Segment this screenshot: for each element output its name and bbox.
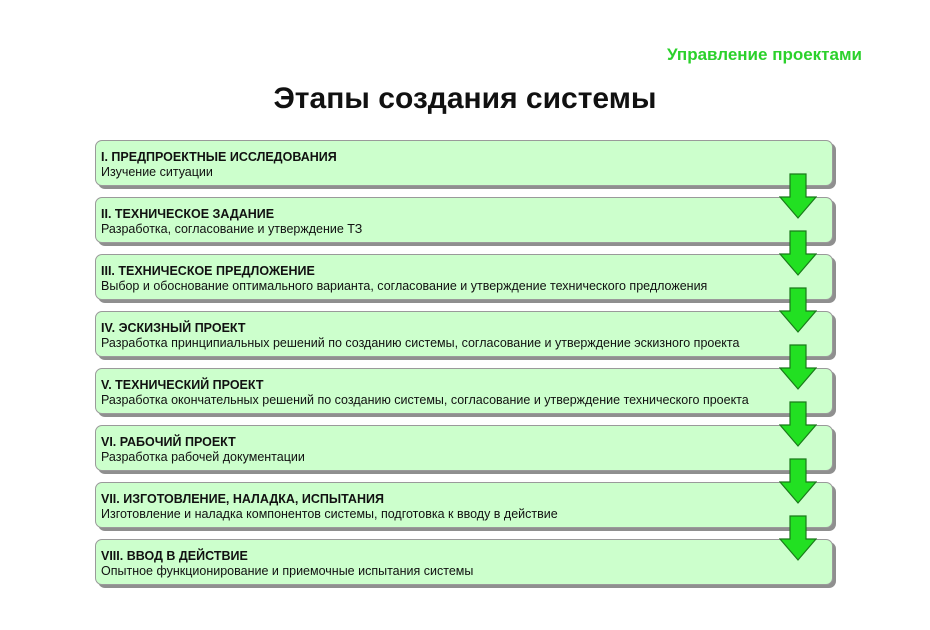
stage-2-desc: Разработка, согласование и утверждение ТЗ [101,222,363,236]
down-arrow-icon [779,344,817,390]
stage-7-box [95,482,833,528]
stage-5-desc: Разработка окончательных решений по созданию системы, согласование и утверждение технического проекта [101,393,749,407]
down-arrow-icon [779,173,817,219]
stage-6-title: VI. РАБОЧИЙ ПРОЕКТ [101,435,236,449]
stage-1-title: I. ПРЕДПРОЕКТНЫЕ ИССЛЕДОВАНИЯ [101,150,337,164]
down-arrow-icon [779,401,817,447]
stage-1-desc: Изучение ситуации [101,165,213,179]
down-arrow-icon [779,287,817,333]
stage-8-title: VIII. ВВОД В ДЕЙСТВИЕ [101,549,248,563]
down-arrow-icon [779,515,817,561]
stage-4-box [95,311,833,357]
stage-4-title: IV. ЭСКИЗНЫЙ ПРОЕКТ [101,321,246,335]
down-arrow-icon [779,458,817,504]
stage-2-title: II. ТЕХНИЧЕСКОЕ ЗАДАНИЕ [101,207,275,221]
stage-3-desc: Выбор и обоснование оптимального варианта, согласование и утверждение технического предложения [101,279,708,293]
stage-2-box [95,197,833,243]
stage-8-desc: Опытное функционирование и приемочные испытания системы [101,564,474,578]
stage-5-box [95,368,833,414]
stage-7-title: VII. ИЗГОТОВЛЕНИЕ, НАЛАДКА, ИСПЫТАНИЯ [101,492,384,506]
stage-5-title: V. ТЕХНИЧЕСКИЙ ПРОЕКТ [101,378,264,392]
page-title: Этапы создания системы [273,82,657,115]
stage-7-desc: Изготовление и наладка компонентов системы, подготовка к вводу в действие [101,507,558,521]
stage-1-box [95,140,833,186]
stage-3-box [95,254,833,300]
stage-3-title: III. ТЕХНИЧЕСКОЕ ПРЕДЛОЖЕНИЕ [101,264,315,278]
stage-4-desc: Разработка принципиальных решений по созданию системы, согласование и утверждение эскизного проекта [101,336,740,350]
course-label: Управление проектами [667,45,862,64]
stage-6-box [95,425,833,471]
down-arrow-icon [779,230,817,276]
stage-8-box [95,539,833,585]
stage-6-desc: Разработка рабочей документации [101,450,305,464]
